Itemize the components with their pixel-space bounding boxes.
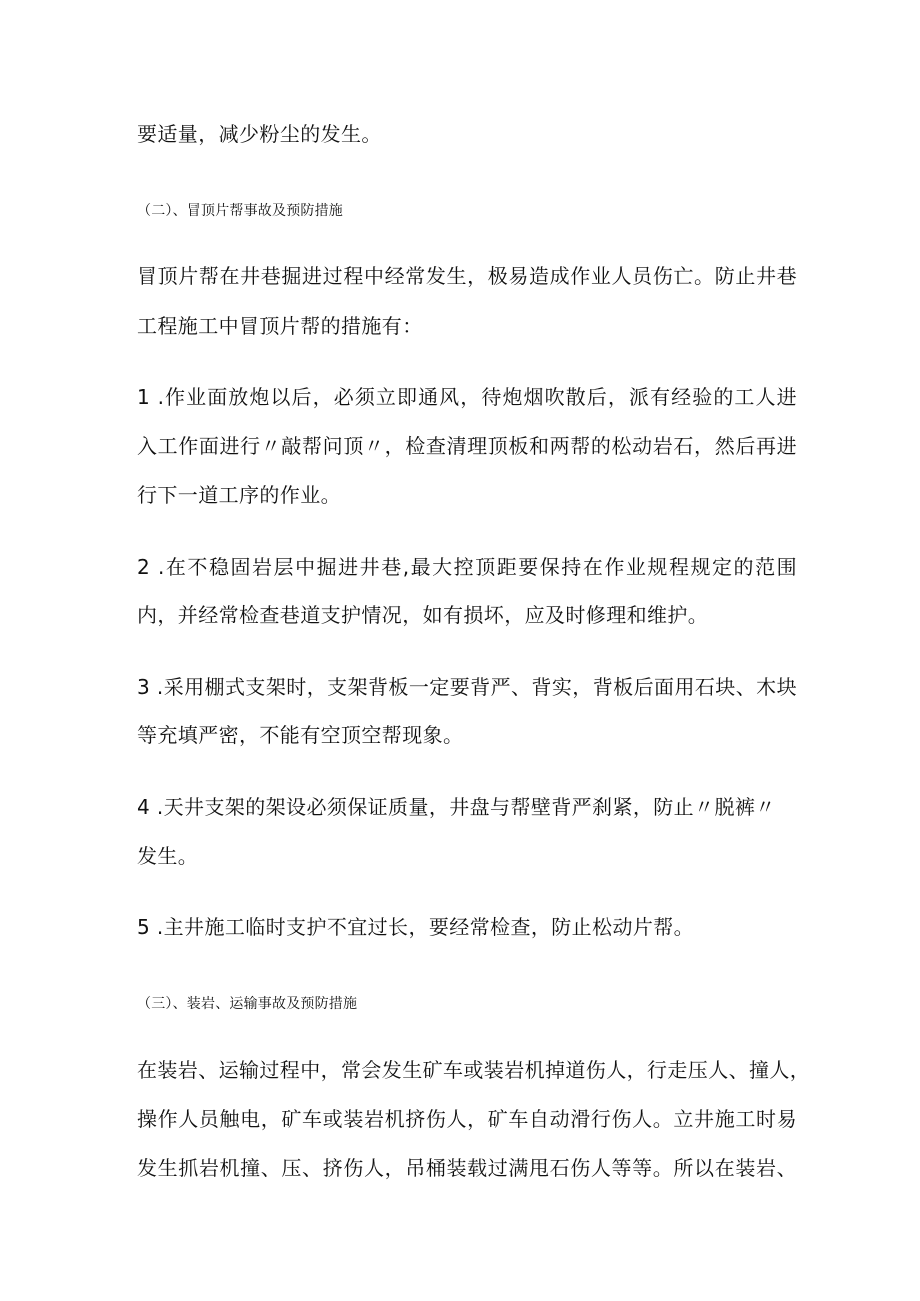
item1-line-1: 1 .作业面放炮以后，必须立即通风，待炮烟吹散后，派有经验的工人进 — [137, 385, 797, 409]
section2-intro-line-2: 工程施工中冒顶片帮的措施有： — [137, 314, 423, 338]
section3-intro-line-3: 发生抓岩机撞、压、挤伤人，吊桶装载过满甩石伤人等等。所以在装岩、 — [137, 1156, 797, 1180]
section2-intro-line-1: 冒顶片帮在井巷掘进过程中经常发生，极易造成作业人员伤亡。防止井巷 — [137, 264, 797, 288]
item5-line-1: 5 .主井施工临时支护不宜过长，要经常检查，防止松动片帮。 — [137, 915, 695, 939]
section3-intro-line-1: 在装岩、运输过程中，常会发生矿车或装岩机掉道伤人，行走压人、撞人， — [137, 1058, 811, 1082]
section3-intro-line-2: 操作人员触电，矿车或装岩机挤伤人，矿车自动滑行伤人。立井施工时易 — [137, 1107, 797, 1131]
section-heading-roof-fall: （二）、冒顶片帮事故及预防措施 — [137, 203, 343, 219]
section-heading-loading-transport: （三）、装岩、运输事故及预防措施 — [137, 996, 358, 1012]
item1-line-2: 入工作面进行〃敲帮问顶〃，检查清理顶板和两帮的松动岩石，然后再进 — [137, 434, 797, 458]
item4-line-1: 4 .天井支架的架设必须保证质量，井盘与帮壁背严刹紧，防止〃脱裤〃 — [137, 795, 776, 819]
item1-line-3: 行下一道工序的作业。 — [137, 483, 341, 507]
item2-line-1: 2 .在不稳固岩层中掘进井巷,最大控顶距要保持在作业规程规定的范围 — [137, 555, 797, 579]
paragraph-continuation: 要适量，减少粉尘的发生。 — [137, 122, 382, 146]
item2-line-2: 内，并经常检查巷道支护情况，如有损坏，应及时修理和维护。 — [137, 603, 709, 627]
item3-line-1: 3 .采用棚式支架时，支架背板一定要背严、背实，背板后面用石块、木块 — [137, 675, 797, 699]
item3-line-2: 等充填严密，不能有空顶空帮现象。 — [137, 723, 464, 747]
item4-line-2: 发生。 — [137, 844, 199, 868]
